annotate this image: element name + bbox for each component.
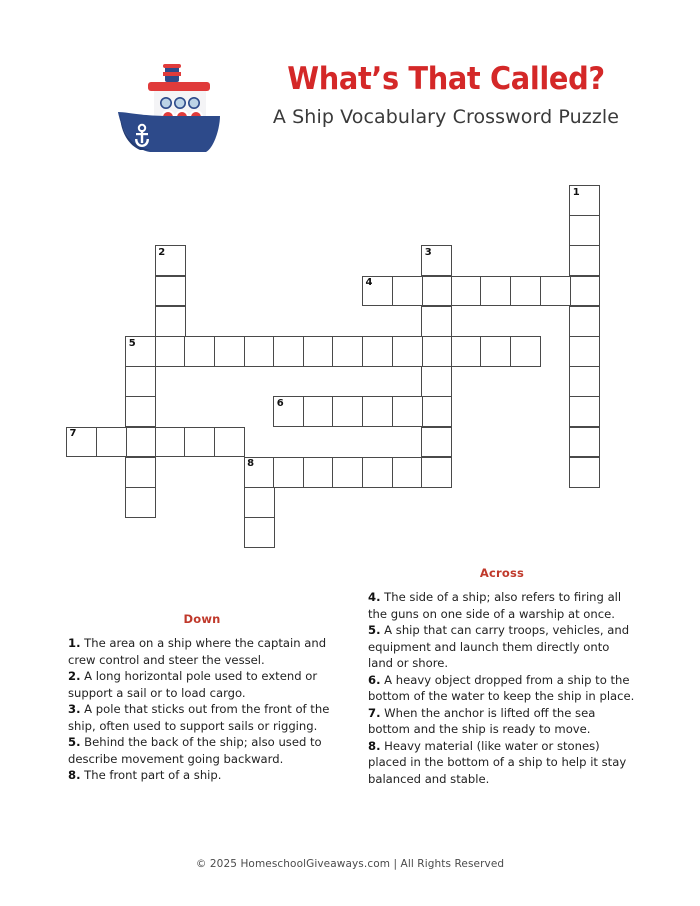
- crossword-cell[interactable]: [214, 427, 245, 458]
- crossword-cell[interactable]: [125, 336, 156, 367]
- footer-copyright: © 2025 HomeschoolGiveaways.com | All Rights Reserved: [195, 858, 505, 870]
- crossword-cell[interactable]: [540, 276, 571, 307]
- down-clues: [68, 612, 336, 784]
- crossword-cell[interactable]: [569, 306, 600, 337]
- clue-number: 2.: [68, 669, 81, 683]
- clue-text: When the anchor is lifted off the sea bottom and the ship is ready to move.: [368, 705, 596, 736]
- clue-number: 1.: [68, 636, 81, 650]
- crossword-cell[interactable]: [244, 517, 275, 548]
- crossword-cell[interactable]: [155, 427, 186, 458]
- crossword-cell[interactable]: [332, 457, 363, 488]
- cell-number: 1: [572, 186, 580, 198]
- crossword-cell[interactable]: [66, 427, 97, 458]
- crossword-cell[interactable]: [569, 276, 600, 307]
- across-clues: [368, 566, 636, 787]
- crossword-cell[interactable]: [244, 336, 275, 367]
- clue-number: 6.: [368, 672, 381, 687]
- cell-number: 7: [69, 428, 77, 440]
- crossword-cell[interactable]: [125, 427, 156, 458]
- clue-text: A heavy object dropped from a ship to the bottom of the water to keep the ship in place.: [368, 672, 635, 703]
- crossword-cell[interactable]: [273, 396, 304, 427]
- crossword-cell[interactable]: [155, 276, 186, 307]
- clue-number: 4.: [368, 590, 381, 604]
- crossword-cell[interactable]: [155, 306, 186, 337]
- cell-number: 6: [276, 397, 284, 409]
- crossword-cell[interactable]: [392, 457, 423, 488]
- crossword-cell[interactable]: [421, 457, 452, 488]
- crossword-cell[interactable]: [421, 366, 452, 397]
- clue-text: Behind the back of the ship; also used to describe movement going backward.: [68, 735, 322, 766]
- crossword-cell[interactable]: [244, 487, 275, 518]
- down-heading: Down: [183, 612, 221, 626]
- crossword-cell[interactable]: [155, 336, 186, 367]
- crossword-cell[interactable]: [125, 487, 156, 518]
- cell-number: 2: [158, 246, 166, 258]
- crossword-cell[interactable]: [96, 427, 127, 458]
- crossword-cell[interactable]: [569, 457, 600, 488]
- crossword-cell[interactable]: [569, 427, 600, 458]
- across-heading: Across: [479, 566, 525, 580]
- crossword-cell[interactable]: [569, 215, 600, 246]
- crossword-cell[interactable]: [273, 336, 304, 367]
- crossword-cell[interactable]: [362, 457, 393, 488]
- crossword-cell[interactable]: [125, 396, 156, 427]
- crossword-cell[interactable]: [125, 457, 156, 488]
- crossword-cell[interactable]: [480, 336, 511, 367]
- crossword-cell[interactable]: [214, 336, 245, 367]
- crossword-cell[interactable]: [421, 276, 452, 307]
- crossword-cell[interactable]: [421, 396, 452, 427]
- crossword-cell[interactable]: [244, 457, 275, 488]
- clue-text: Heavy material (like water or stones) placed in the bottom of a ship to help it stay balanced and stable.: [368, 738, 627, 786]
- clue-number: 8.: [368, 738, 381, 753]
- cell-number: 8: [247, 458, 255, 470]
- crossword-cell[interactable]: [362, 396, 393, 427]
- down-clue-list: [68, 635, 336, 784]
- crossword-cell[interactable]: [421, 427, 452, 458]
- clue-number: 5.: [68, 735, 81, 749]
- crossword-cell[interactable]: [392, 276, 423, 307]
- cell-number: 3: [424, 246, 432, 258]
- crossword-cell[interactable]: [273, 457, 304, 488]
- crossword-cell[interactable]: [569, 336, 600, 367]
- cell-number: 5: [128, 337, 136, 349]
- crossword-cell[interactable]: [155, 245, 186, 276]
- crossword-cell[interactable]: [392, 396, 423, 427]
- page-title: What’s That Called?: [287, 61, 605, 97]
- crossword-cell[interactable]: [569, 245, 600, 276]
- crossword-cell[interactable]: [510, 276, 541, 307]
- crossword-cell[interactable]: [303, 396, 334, 427]
- crossword-cell[interactable]: [480, 276, 511, 307]
- clue-number: 5.: [368, 623, 381, 637]
- crossword-cell[interactable]: [332, 336, 363, 367]
- clue-text: The front part of a ship.: [80, 768, 222, 782]
- clue-text: A pole that sticks out from the front of the ship, often used to support sails or rigging.: [68, 702, 330, 733]
- clue-text: A long horizontal pole used to extend or support a sail or to load cargo.: [68, 669, 318, 700]
- crossword-cell[interactable]: [421, 245, 452, 276]
- clue-number: 3.: [68, 702, 81, 716]
- crossword-cell[interactable]: [332, 396, 363, 427]
- crossword-cell[interactable]: [451, 276, 482, 307]
- crossword-cell[interactable]: [125, 366, 156, 397]
- crossword-cell[interactable]: [362, 276, 393, 307]
- crossword-cell[interactable]: [569, 185, 600, 216]
- crossword-cell[interactable]: [421, 336, 452, 367]
- clue-text: The side of a ship; also refers to firing all the guns on one side of a warship at once.: [368, 590, 622, 621]
- crossword-cell[interactable]: [303, 336, 334, 367]
- crossword-cell[interactable]: [569, 366, 600, 397]
- across-clue-list: [368, 589, 636, 787]
- crossword-cell[interactable]: [303, 457, 334, 488]
- crossword-cell[interactable]: [510, 336, 541, 367]
- clue-number: 7.: [368, 705, 381, 720]
- crossword-cell[interactable]: [451, 336, 482, 367]
- clue-text: A ship that can carry troops, vehicles, and equipment and launch them directly onto land or shore.: [368, 623, 630, 670]
- crossword-cell[interactable]: [362, 336, 393, 367]
- crossword-cell[interactable]: [421, 306, 452, 337]
- crossword-cell[interactable]: [184, 427, 215, 458]
- crossword-cell[interactable]: [184, 336, 215, 367]
- crossword-cell[interactable]: [392, 336, 423, 367]
- cell-number: 4: [365, 277, 373, 289]
- crossword-cell[interactable]: [569, 396, 600, 427]
- page-subtitle: A Ship Vocabulary Crossword Puzzle: [272, 106, 620, 129]
- clue-text: The area on a ship where the captain and crew control and steer the vessel.: [68, 636, 327, 667]
- clue-number: 8.: [68, 768, 81, 782]
